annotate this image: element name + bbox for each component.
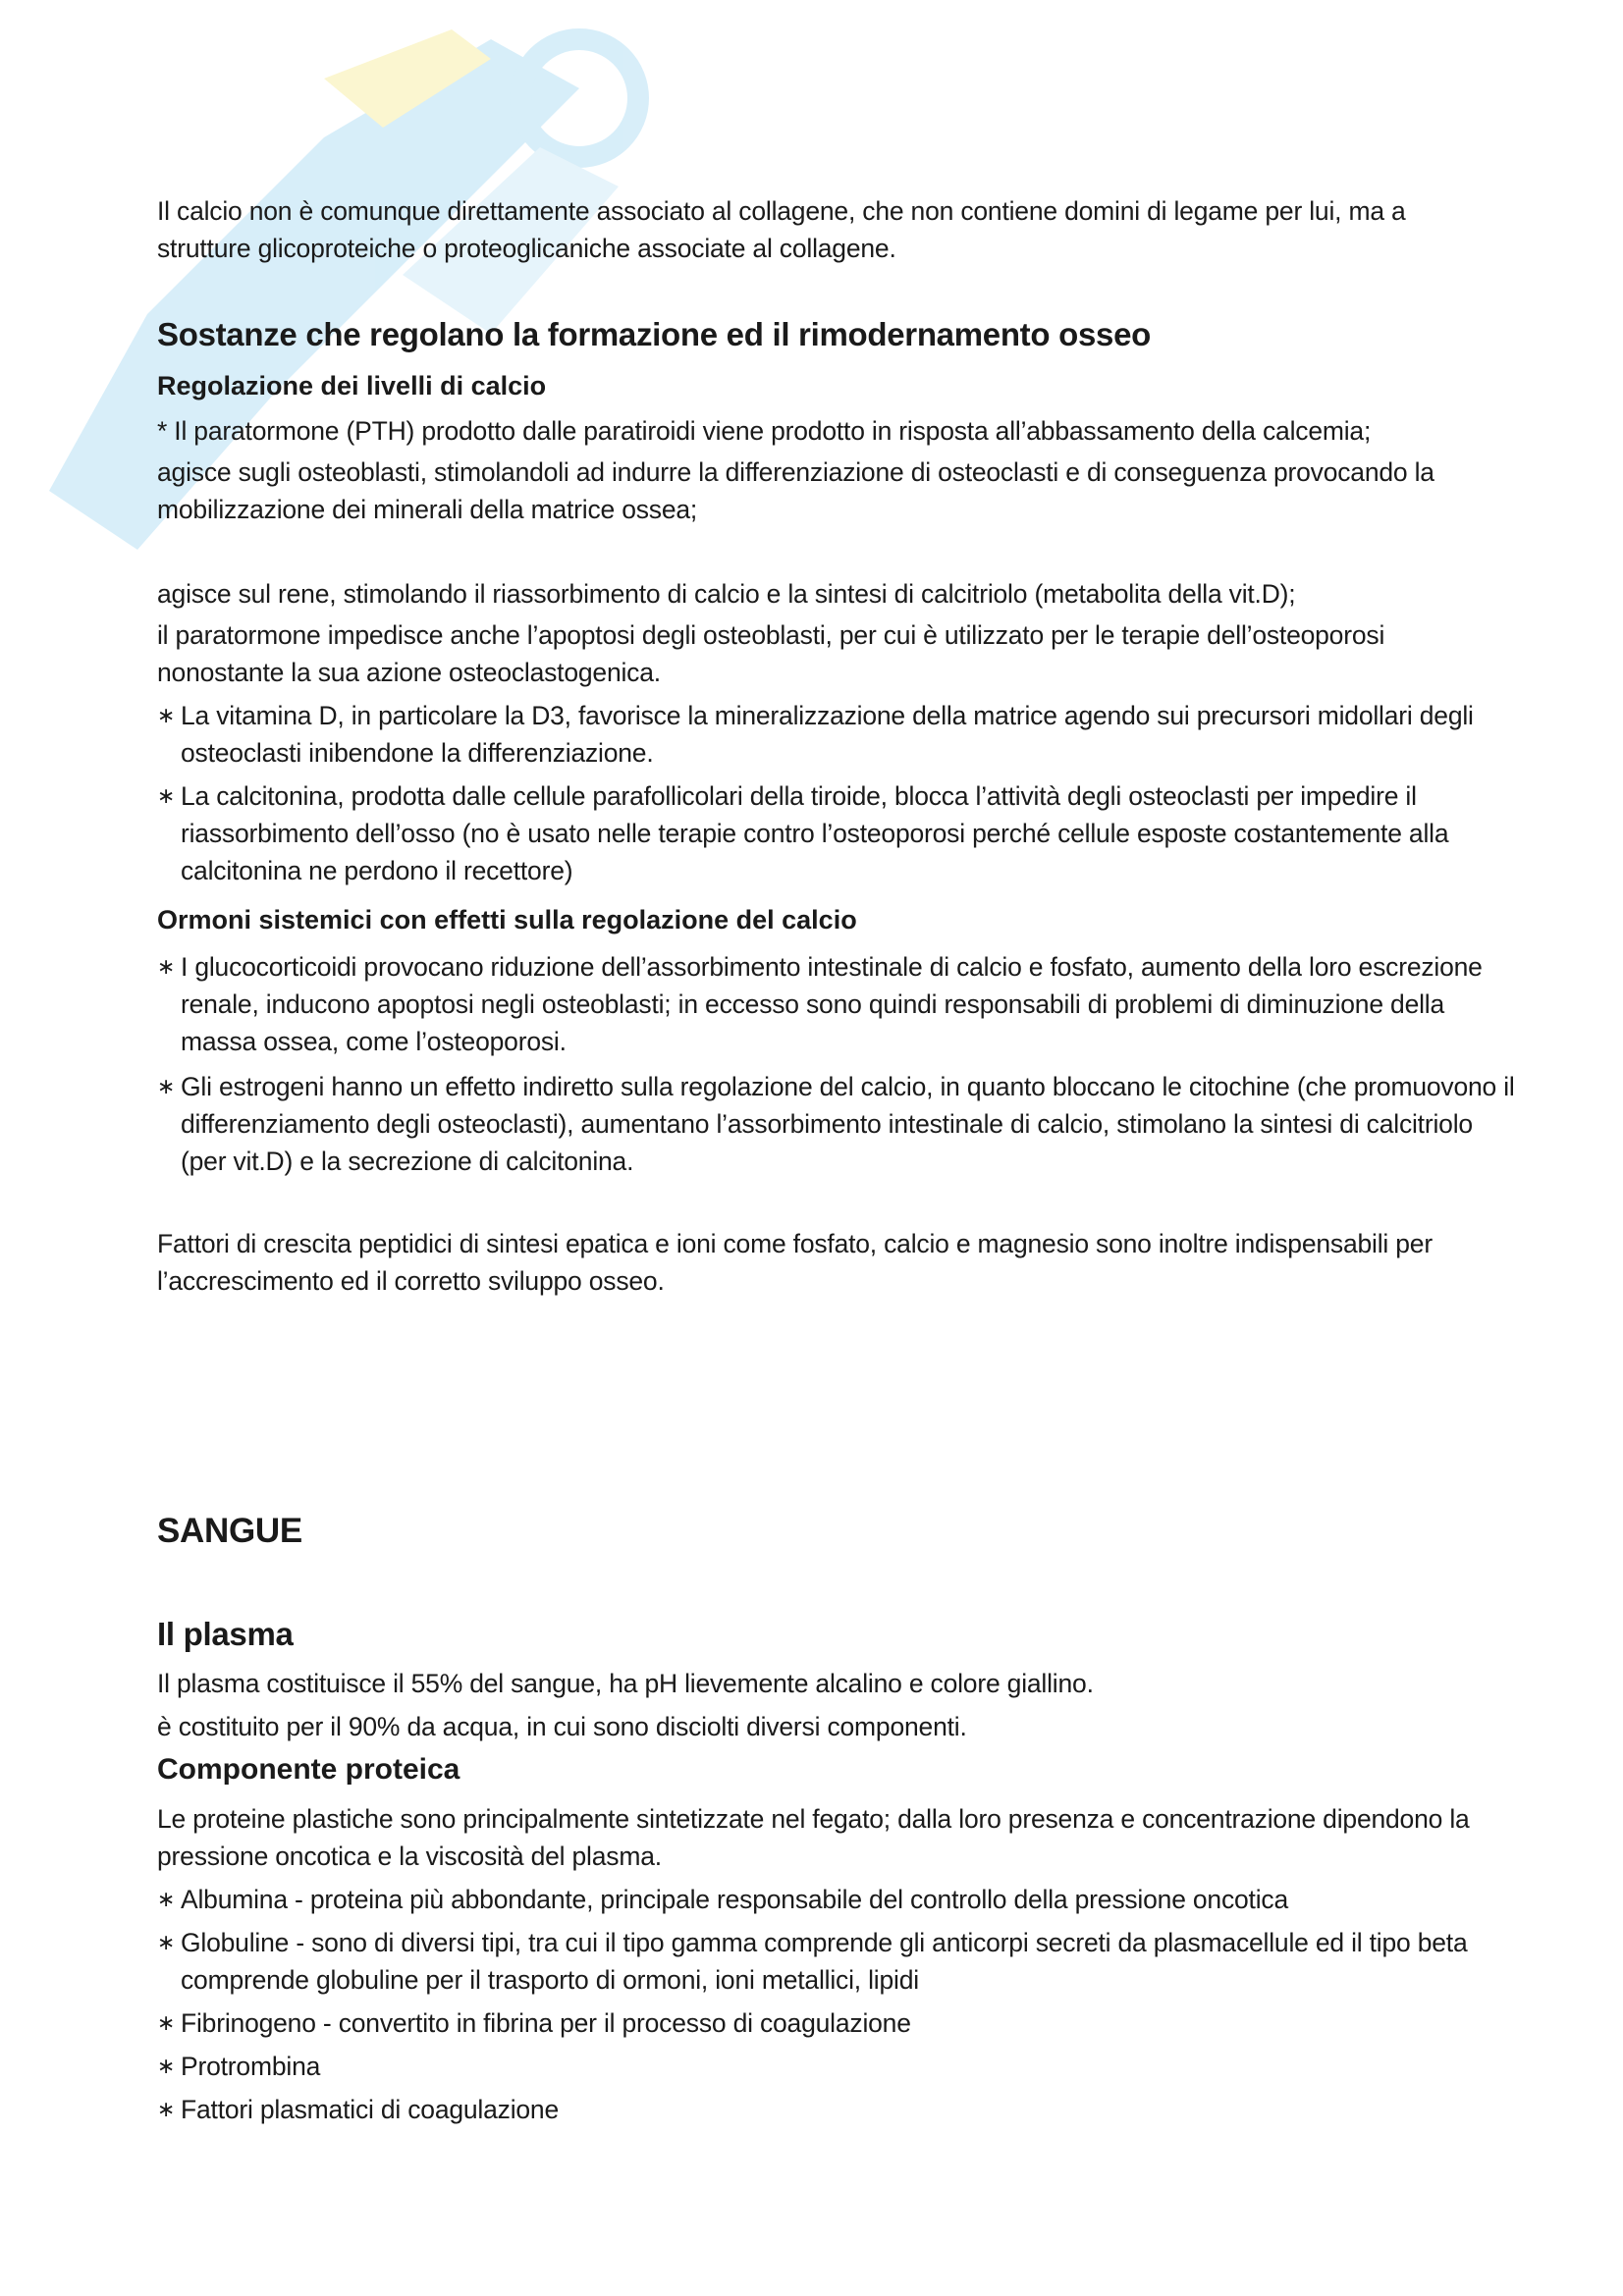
- subheading-plasma: Il plasma: [157, 1616, 294, 1652]
- subheading-calcium-levels: Regolazione dei livelli di calcio: [157, 371, 547, 400]
- list-item: ∗ Protrombina: [157, 2048, 1516, 2085]
- bullet-mark: ∗: [157, 1074, 176, 1098]
- paragraph-line: agisce sugli osteoblasti, stimolandoli ad indurre la differenziazione di osteoclasti e di conseguenza provocando la mobilizzazione dei minerali della matrice ossea;: [157, 457, 1434, 524]
- list-item: ∗ La vitamina D, in particolare la D3, favorisce la mineralizzazione della matrice agendo sui precursori midollari degli osteoclasti inibendone la differenziazione.: [157, 697, 1516, 772]
- bullet-mark: ∗: [157, 703, 176, 727]
- list-item: ∗ La calcitonina, prodotta dalle cellule parafollicolari della tiroide, blocca l’attività degli osteoclasti per impedire il riassorbimento dell’osso (no è usato nelle terapie contro l’osteoporosi perché cellule esposte costantemente alla calcitonina ne perdono il recettore): [157, 777, 1516, 889]
- subheading-systemic-hormones: Ormoni sistemici con effetti sulla regolazione del calcio: [157, 905, 857, 934]
- intro-paragraph: Il calcio non è comunque direttamente associato al collagene, che non contiene domini di legame per lui, ma a strutture glicoproteiche o proteoglicaniche associate al collagene.: [157, 196, 1406, 263]
- paragraph-line: il paratormone impedisce anche l’apoptosi degli osteoblasti, per cui è utilizzato per le terapie dell’osteoporosi nonostante la sua azione osteoclastogenica.: [157, 620, 1385, 687]
- bullet-mark: ∗: [157, 2010, 176, 2035]
- paragraph-line: agisce sul rene, stimolando il riassorbimento di calcio e la sintesi di calcitriolo (metabolita della vit.D);: [157, 579, 1296, 609]
- paragraph-line: * Il paratormone (PTH) prodotto dalle paratiroidi viene prodotto in risposta all’abbassamento della calcemia;: [157, 416, 1372, 446]
- bullet-mark: ∗: [157, 2097, 176, 2121]
- bullet-mark: ∗: [157, 1887, 176, 1911]
- bullet-mark: ∗: [157, 1930, 176, 1954]
- paragraph-line: è costituito per il 90% da acqua, in cui sono disciolti diversi componenti.: [157, 1712, 967, 1741]
- bullet-mark: ∗: [157, 2054, 176, 2078]
- list-item: ∗ I glucocorticoidi provocano riduzione dell’assorbimento intestinale di calcio e fosfato, aumento della loro escrezione renale, inducono apoptosi negli osteoblasti; in eccesso sono quindi responsabili di problemi di diminuzione della massa ossea, come l’osteoporosi.: [157, 948, 1516, 1060]
- subheading-protein-component: Componente proteica: [157, 1753, 460, 1786]
- bullet-mark: ∗: [157, 783, 176, 808]
- list-item: ∗ Fattori plasmatici di coagulazione: [157, 2091, 1516, 2128]
- closing-paragraph: Fattori di crescita peptidici di sintesi epatica e ioni come fosfato, calcio e magnesio sono inoltre indispensabili per l’accrescimento ed il corretto sviluppo osseo.: [157, 1229, 1433, 1296]
- list-item: ∗ Fibrinogeno - convertito in fibrina per il processo di coagulazione: [157, 2004, 1516, 2042]
- list-item: ∗ Albumina - proteina più abbondante, principale responsabile del controllo della pressione oncotica: [157, 1881, 1516, 1918]
- paragraph-line: Il plasma costituisce il 55% del sangue, ha pH lievemente alcalino e colore giallino.: [157, 1669, 1094, 1698]
- paragraph: Le proteine plastiche sono principalmente sintetizzate nel fegato; dalla loro presenza e concentrazione dipendono la pressione oncotica e la viscosità del plasma.: [157, 1804, 1470, 1871]
- section-heading-blood: SANGUE: [157, 1512, 302, 1550]
- list-item: ∗ Globuline - sono di diversi tipi, tra cui il tipo gamma comprende gli anticorpi secreti da plasmacellule ed il tipo beta comprende globuline per il trasporto di ormoni, ioni metallici, lipidi: [157, 1924, 1516, 1999]
- section-heading-bone: Sostanze che regolano la formazione ed il rimodernamento osseo: [157, 316, 1151, 352]
- list-item: ∗ Gli estrogeni hanno un effetto indiretto sulla regolazione del calcio, in quanto bloccano le citochine (che promuovono il differenziamento degli osteoclasti), aumentano l’assorbimento intestinale di calcio, stimolano la sintesi di calcitriolo (per vit.D) e la secrezione di calcitonina.: [157, 1068, 1516, 1180]
- bullet-mark: ∗: [157, 954, 176, 979]
